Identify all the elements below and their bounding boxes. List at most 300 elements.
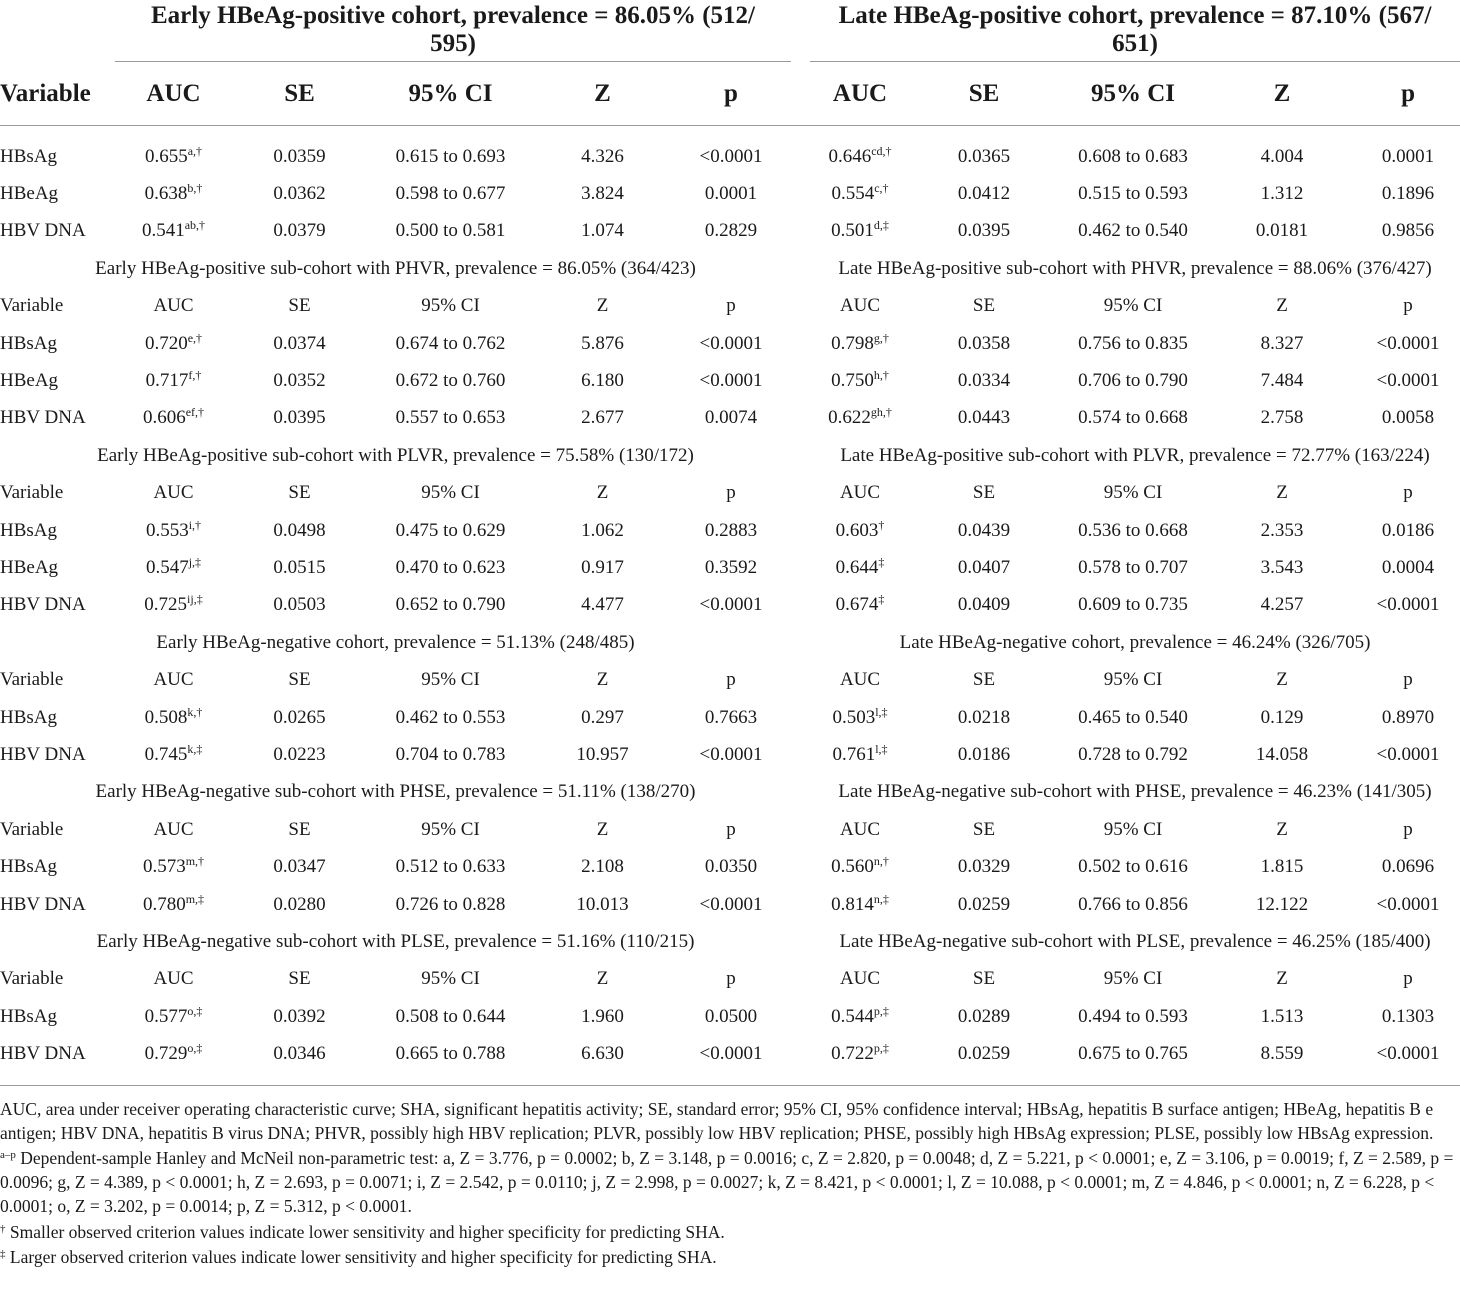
auc-value: 0.644 (835, 556, 879, 578)
column-gap (791, 886, 810, 923)
column-gap (791, 736, 810, 773)
column-gap (791, 213, 810, 250)
se-cell: 0.0218 (957, 706, 1011, 728)
se-cell: 0.0374 (273, 332, 326, 354)
auc-cell (810, 213, 910, 250)
header-z: Z (1276, 818, 1288, 840)
z-cell: 7.484 (1260, 370, 1304, 392)
header-ci: 95% CI (421, 818, 480, 840)
auc-value: 0.750 (831, 370, 874, 392)
subcohort-title-early: Early HBeAg-negative cohort, prevalence = 51.13% (248/485) (156, 631, 635, 653)
z-cell: 0.917 (581, 556, 624, 578)
auc-value: 0.541 (141, 220, 185, 242)
z-cell: 0.0181 (1255, 220, 1309, 242)
z-cell: 4.326 (581, 145, 624, 167)
table-body (0, 126, 1460, 1086)
se-cell: 0.0186 (957, 743, 1011, 765)
z-cell: 3.824 (581, 183, 624, 205)
column-gap (791, 437, 810, 474)
p-cell: 0.0004 (1381, 556, 1435, 578)
auc-footnote-mark: m,† (185, 854, 205, 869)
footnote-dagger-text: Smaller observed criterion values indicate lower sensitivity and higher specificity for predicting SHA. (5, 1221, 725, 1242)
auc-footnote-mark: b,† (187, 181, 203, 196)
auc-value: 0.798 (831, 332, 874, 354)
header-ci: 95% CI (1103, 818, 1163, 840)
table-row (0, 362, 1460, 399)
header-variable: Variable (0, 669, 64, 691)
z-cell: 14.058 (1255, 743, 1309, 765)
header-se: SE (910, 62, 1058, 126)
ci-cell: 0.652 to 0.790 (395, 594, 506, 616)
header-ci: 95% CI (1103, 482, 1163, 504)
subcohort-header-row (0, 811, 1460, 848)
z-cell: 1.074 (581, 220, 624, 242)
header-se: SE (288, 482, 311, 504)
auc-value: 0.745 (144, 743, 188, 765)
table-row (0, 736, 1460, 773)
auc-footnote-mark: i,† (188, 517, 202, 532)
z-cell: 1.960 (581, 1005, 624, 1027)
ci-cell: 0.502 to 0.616 (1078, 856, 1188, 878)
auc-cell (115, 325, 232, 362)
z-cell: 0.129 (1260, 706, 1304, 728)
ci-cell: 0.536 to 0.668 (1078, 519, 1188, 541)
auc-value: 0.606 (142, 407, 186, 429)
footnote-abbreviations: AUC, area under receiver operating characteristic curve; SHA, significant hepatitis activity; SE, standard error; 95% CI, 95% confidence interval; HBsAg, hepatitis B surface antigen; HBeAg, hepatitis B e antigen; HBV DNA, hepatitis B virus DNA; PHVR, possibly high HBV replication; PLVR, possibly low HBV replication; PHSE, possibly high HBsAg expression; PLSE, possibly low HBsAg expression. (0, 1099, 1434, 1143)
auc-cell (810, 736, 910, 773)
column-gap (791, 624, 810, 661)
z-cell: 3.543 (1260, 556, 1304, 578)
auc-cell (115, 512, 232, 549)
variable-cell: HBeAg (0, 370, 59, 392)
auc-footnote-mark: † (878, 517, 885, 532)
early-cohort-title: Early HBeAg-positive cohort, prevalence = 86.05% (512/ 595) (151, 2, 755, 57)
header-se: SE (972, 818, 996, 840)
header-p: p (726, 482, 736, 504)
ci-cell: 0.706 to 0.790 (1078, 370, 1188, 392)
auc-cell (810, 1035, 910, 1085)
auc-cell (115, 549, 232, 586)
auc-value: 0.554 (831, 183, 875, 205)
header-z: Z (1276, 295, 1288, 317)
p-cell: 0.0696 (1381, 856, 1435, 878)
z-cell: 10.957 (576, 743, 629, 765)
auc-footnote-mark: ‡ (878, 592, 885, 607)
p-cell: 0.0001 (1381, 145, 1435, 167)
variable-cell: HBV DNA (0, 220, 86, 242)
auc-footnote-mark: f,† (188, 368, 202, 383)
se-cell: 0.0362 (273, 183, 326, 205)
subcohort-title-late: Late HBeAg-negative cohort, prevalence = 46.24% (326/705) (899, 631, 1371, 653)
p-cell: 0.3592 (704, 556, 758, 578)
subcohort-title-row (0, 624, 1460, 661)
footnote-dagger (0, 1221, 1460, 1245)
auc-footnote-mark: ef,† (185, 405, 205, 420)
auc-footnote-mark: k,‡ (187, 741, 203, 756)
auc-value: 0.577 (144, 1005, 188, 1027)
p-cell: 0.0074 (704, 407, 758, 429)
se-cell: 0.0395 (957, 220, 1011, 242)
auc-cell (115, 848, 232, 885)
z-cell: 2.353 (1260, 519, 1304, 541)
p-cell: <0.0001 (1356, 1035, 1460, 1085)
z-cell: 0.297 (581, 706, 624, 728)
header-p: p (1356, 62, 1460, 126)
header-p: p (726, 669, 736, 691)
header-auc: AUC (115, 62, 232, 126)
column-gap (791, 699, 810, 736)
header-ci: 95% CI (421, 669, 480, 691)
auc-value: 0.655 (144, 145, 188, 167)
se-cell: 0.0498 (273, 519, 326, 541)
subcohort-header-row (0, 661, 1460, 698)
ci-cell: 0.675 to 0.765 (1058, 1035, 1208, 1085)
ci-cell: 0.672 to 0.760 (395, 370, 506, 392)
auc-cell (115, 587, 232, 624)
header-auc: AUC (153, 482, 194, 504)
header-variable: Variable (0, 482, 64, 504)
auc-cell (810, 400, 910, 437)
header-se: SE (288, 669, 311, 691)
variable-cell: HBsAg (0, 332, 58, 354)
footnote-test-mark: a–p (0, 1149, 16, 1162)
subcohort-title-late: Late HBeAg-negative sub-cohort with PLSE, prevalence = 46.25% (185/400) (839, 930, 1431, 952)
auc-value: 0.573 (142, 856, 186, 878)
ci-cell: 0.462 to 0.540 (1078, 220, 1188, 242)
subcohort-title-row (0, 437, 1460, 474)
table-row (0, 175, 1460, 212)
ci-cell: 0.512 to 0.633 (395, 856, 506, 878)
header-variable: Variable (0, 968, 64, 990)
auc-value: 0.722 (831, 1043, 874, 1065)
auc-footnote-mark: d,‡ (873, 218, 889, 233)
variable-cell: HBV DNA (0, 594, 86, 616)
auc-footnote-mark: j,‡ (188, 554, 202, 569)
z-cell: 4.004 (1260, 145, 1304, 167)
ci-cell: 0.557 to 0.653 (395, 407, 506, 429)
footnote-ddagger (0, 1246, 1460, 1270)
ci-cell: 0.726 to 0.828 (395, 893, 506, 915)
header-se: SE (232, 62, 367, 126)
auc-value: 0.761 (832, 743, 876, 765)
table-row (0, 512, 1460, 549)
header-z: Z (1276, 968, 1288, 990)
se-cell: 0.0347 (273, 856, 326, 878)
z-cell: 1.312 (1260, 183, 1304, 205)
auc-value: 0.603 (835, 519, 879, 541)
ci-cell: 0.728 to 0.792 (1078, 743, 1188, 765)
se-cell: 0.0329 (957, 856, 1011, 878)
table-row (0, 549, 1460, 586)
auc-value: 0.501 (831, 220, 874, 242)
p-cell: 0.2883 (704, 519, 758, 541)
subcohort-title-early: Early HBeAg-positive sub-cohort with PHVR, prevalence = 86.05% (364/423) (95, 257, 696, 279)
ci-cell: 0.475 to 0.629 (395, 519, 506, 541)
header-p: p (671, 62, 791, 126)
table-row (0, 998, 1460, 1035)
z-cell: 8.327 (1260, 332, 1304, 354)
auc-footnote-mark: e,† (187, 330, 203, 345)
header-se: SE (288, 295, 311, 317)
auc-footnote-mark: n,† (873, 854, 889, 869)
p-cell: 0.1896 (1381, 183, 1435, 205)
header-ci: 95% CI (1103, 295, 1163, 317)
table-row (0, 400, 1460, 437)
ci-cell: 0.462 to 0.553 (395, 706, 506, 728)
ci-cell: 0.615 to 0.693 (395, 145, 506, 167)
auc-value: 0.508 (144, 706, 188, 728)
p-cell: <0.0001 (699, 332, 763, 354)
auc-cell (115, 126, 232, 176)
header-variable: Variable (0, 295, 64, 317)
footnote-ddagger-mark: ‡ (0, 1248, 6, 1261)
column-gap (791, 512, 810, 549)
variable-cell: HBsAg (0, 519, 58, 541)
auc-value: 0.547 (145, 556, 189, 578)
p-cell: 0.9856 (1381, 220, 1435, 242)
ci-cell: 0.574 to 0.668 (1078, 407, 1188, 429)
p-cell: <0.0001 (1376, 893, 1440, 915)
auc-value: 0.725 (144, 594, 188, 616)
subcohort-title-late: Late HBeAg-positive sub-cohort with PLVR, prevalence = 72.77% (163/224) (840, 444, 1430, 466)
p-cell: 0.0186 (1381, 519, 1435, 541)
z-cell: 1.815 (1260, 856, 1304, 878)
header-z: Z (534, 62, 671, 126)
cohort-title-row (0, 0, 1460, 62)
auc-footnote-mark: o,‡ (187, 1003, 203, 1018)
p-cell: <0.0001 (1376, 370, 1440, 392)
auc-value: 0.638 (144, 183, 188, 205)
p-cell: 0.0350 (704, 856, 758, 878)
auc-footnote-mark: o,‡ (187, 1041, 203, 1056)
auc-value: 0.560 (831, 856, 874, 878)
p-cell: <0.0001 (1376, 594, 1440, 616)
p-cell: <0.0001 (1376, 332, 1440, 354)
footnote-ddagger-text: Larger observed criterion values indicate lower sensitivity and higher specificity for predicting SHA. (5, 1247, 717, 1268)
auc-value: 0.622 (828, 407, 871, 429)
z-cell: 1.062 (581, 519, 624, 541)
header-se: SE (288, 818, 311, 840)
variable-cell: HBV DNA (0, 743, 86, 765)
z-cell: 6.180 (581, 370, 624, 392)
header-z: Z (596, 818, 609, 840)
ci-cell: 0.598 to 0.677 (395, 183, 506, 205)
se-cell: 0.0289 (957, 1005, 1011, 1027)
header-auc: AUC (839, 669, 881, 691)
variable-cell: HBsAg (0, 1005, 58, 1027)
column-gap (791, 400, 810, 437)
auc-cell (810, 998, 910, 1035)
auc-value: 0.553 (145, 519, 189, 541)
auc-footnote-mark: ab,† (184, 218, 206, 233)
column-gap (791, 961, 810, 998)
column-gap (791, 549, 810, 586)
p-cell: <0.0001 (699, 594, 763, 616)
auc-value: 0.814 (831, 893, 874, 915)
auc-cell (810, 175, 910, 212)
se-cell: 0.0358 (957, 332, 1011, 354)
se-cell: 0.0223 (273, 743, 326, 765)
auc-footnote-mark: p,‡ (873, 1003, 889, 1018)
header-ci: 95% CI (1058, 62, 1208, 126)
z-cell: 1.513 (1260, 1005, 1304, 1027)
subcohort-title-row (0, 923, 1460, 960)
z-cell: 2.677 (581, 407, 624, 429)
ci-cell: 0.515 to 0.593 (1078, 183, 1188, 205)
z-cell: 5.876 (581, 332, 624, 354)
se-cell: 0.0352 (273, 370, 326, 392)
auc-footnote-mark: h,† (873, 368, 889, 383)
header-auc: AUC (153, 818, 194, 840)
header-z: Z (596, 482, 609, 504)
auc-footnote-mark: ij,‡ (187, 592, 203, 607)
auc-footnote-mark: p,‡ (873, 1041, 889, 1056)
column-gap (791, 1035, 810, 1085)
late-cohort-title: Late HBeAg-positive cohort, prevalence = 87.10% (567/ 651) (838, 2, 1432, 57)
column-gap (791, 587, 810, 624)
header-variable: Variable (0, 62, 115, 126)
header-z: Z (1208, 62, 1356, 126)
subcohort-title-row (0, 774, 1460, 811)
auc-value: 0.544 (831, 1005, 874, 1027)
subcohort-title-early: Early HBeAg-negative sub-cohort with PLSE, prevalence = 51.16% (110/215) (96, 930, 695, 952)
column-gap (791, 288, 810, 325)
ci-cell: 0.465 to 0.540 (1078, 706, 1188, 728)
header-auc: AUC (839, 295, 881, 317)
se-cell: 0.0439 (957, 519, 1011, 541)
table-row (0, 1035, 1460, 1085)
p-cell: 0.0058 (1381, 407, 1435, 429)
header-se: SE (288, 968, 311, 990)
ci-cell: 0.494 to 0.593 (1078, 1005, 1188, 1027)
subcohort-title-late: Late HBeAg-positive sub-cohort with PHVR, prevalence = 88.06% (376/427) (838, 257, 1432, 279)
z-cell: 8.559 (1208, 1035, 1356, 1085)
subcohort-header-row (0, 961, 1460, 998)
header-z: Z (1276, 482, 1288, 504)
auc-cell (115, 175, 232, 212)
auc-footnote-mark: a,† (187, 143, 203, 158)
ci-cell: 0.470 to 0.623 (395, 556, 506, 578)
ci-cell: 0.608 to 0.683 (1078, 145, 1188, 167)
header-se: SE (972, 669, 996, 691)
se-cell: 0.0259 (957, 893, 1011, 915)
auc-cell (115, 998, 232, 1035)
auc-cell (810, 126, 910, 176)
subcohort-title-row (0, 250, 1460, 287)
header-auc: AUC (839, 482, 881, 504)
z-cell: 10.013 (576, 893, 629, 915)
variable-cell: HBsAg (0, 145, 58, 167)
auc-value: 0.720 (144, 332, 188, 354)
header-z: Z (1276, 669, 1288, 691)
z-cell: 4.477 (581, 594, 624, 616)
header-ci: 95% CI (1103, 669, 1163, 691)
ci-cell: 0.704 to 0.783 (395, 743, 506, 765)
header-se: SE (972, 295, 996, 317)
auc-cell (115, 1035, 232, 1085)
se-cell: 0.0379 (273, 220, 326, 242)
column-gap (791, 661, 810, 698)
footnote-dagger-mark: † (0, 1222, 6, 1235)
header-z: Z (596, 968, 609, 990)
table-row (0, 848, 1460, 885)
z-cell: 2.758 (1260, 407, 1304, 429)
auc-footnote-mark: ‡ (878, 554, 885, 569)
auc-footnote-mark: c,† (874, 181, 889, 196)
auc-value: 0.729 (144, 1043, 188, 1065)
header-z: Z (596, 669, 609, 691)
header-p: p (1403, 968, 1413, 990)
column-gap (791, 811, 810, 848)
auc-cell (810, 699, 910, 736)
variable-cell: HBsAg (0, 706, 58, 728)
header-row (0, 62, 1460, 126)
subcohort-title-early: Early HBeAg-negative sub-cohort with PHSE, prevalence = 51.11% (138/270) (95, 781, 696, 803)
auc-footnote-mark: gh,† (870, 405, 892, 420)
column-gap (791, 126, 810, 176)
auc-cell (810, 587, 910, 624)
auc-value: 0.780 (142, 893, 186, 915)
footnote-test (0, 1147, 1460, 1218)
auc-cell (810, 325, 910, 362)
table-row (0, 213, 1460, 250)
se-cell: 0.0392 (273, 1005, 326, 1027)
header-ci: 95% CI (367, 62, 534, 126)
table-row (0, 126, 1460, 176)
subcohort-header-row (0, 475, 1460, 512)
variable-cell: HBV DNA (0, 1035, 115, 1085)
p-cell: 0.2829 (704, 220, 758, 242)
auc-cell (810, 848, 910, 885)
column-gap (791, 923, 810, 960)
ci-cell: 0.766 to 0.856 (1078, 893, 1188, 915)
column-gap (791, 250, 810, 287)
header-se: SE (972, 968, 996, 990)
se-cell: 0.0259 (910, 1035, 1058, 1085)
se-cell: 0.0359 (273, 145, 326, 167)
header-ci: 95% CI (421, 968, 480, 990)
se-cell: 0.0503 (273, 594, 326, 616)
z-cell: 2.108 (581, 856, 624, 878)
header-variable: Variable (0, 818, 64, 840)
variable-cell: HBV DNA (0, 407, 86, 429)
p-cell: <0.0001 (699, 893, 763, 915)
column-gap (791, 175, 810, 212)
z-cell: 12.122 (1255, 893, 1309, 915)
header-z: Z (596, 295, 609, 317)
header-auc: AUC (153, 295, 194, 317)
p-cell: 0.8970 (1381, 706, 1435, 728)
auc-cell (115, 886, 232, 923)
column-gap (791, 774, 810, 811)
table-row (0, 699, 1460, 736)
auc-footnote-mark: k,† (187, 704, 203, 719)
auc-cell (115, 362, 232, 399)
column-gap (791, 998, 810, 1035)
footnotes (0, 1098, 1460, 1272)
auc-value: 0.717 (145, 370, 189, 392)
ci-cell: 0.756 to 0.835 (1078, 332, 1188, 354)
auc-cell (810, 512, 910, 549)
se-cell: 0.0409 (957, 594, 1011, 616)
se-cell: 0.0443 (957, 407, 1011, 429)
column-gap (791, 325, 810, 362)
p-cell: <0.0001 (699, 145, 763, 167)
footnote-test-text: Dependent-sample Hanley and McNeil non-parametric test: a, Z = 3.776, p = 0.0002; b, Z = 3.148, p = 0.0016; c, Z = 2.820, p = 0.0048; d, Z = 5.221, p < 0.0001; e, Z = 3.106, p = 0.0019; f, Z = 2.589, p = 0.0096; g, Z = 4.389, p < 0.0001; h, Z = 2.693, p = 0.0071; i, Z = 2.542, p = 0.0110; j, Z = 2.998, p = 0.0027; k, Z = 8.421, p < 0.0001; l, Z = 10.088, p < 0.0001; m, Z = 4.846, p < 0.0001; n, Z = 6.228, p < 0.0001; o, Z = 3.202, p = 0.0014; p, Z = 5.312, p < 0.0001. (0, 1148, 1454, 1216)
table-row (0, 325, 1460, 362)
variable-cell: HBsAg (0, 856, 58, 878)
se-cell: 0.0265 (273, 706, 326, 728)
